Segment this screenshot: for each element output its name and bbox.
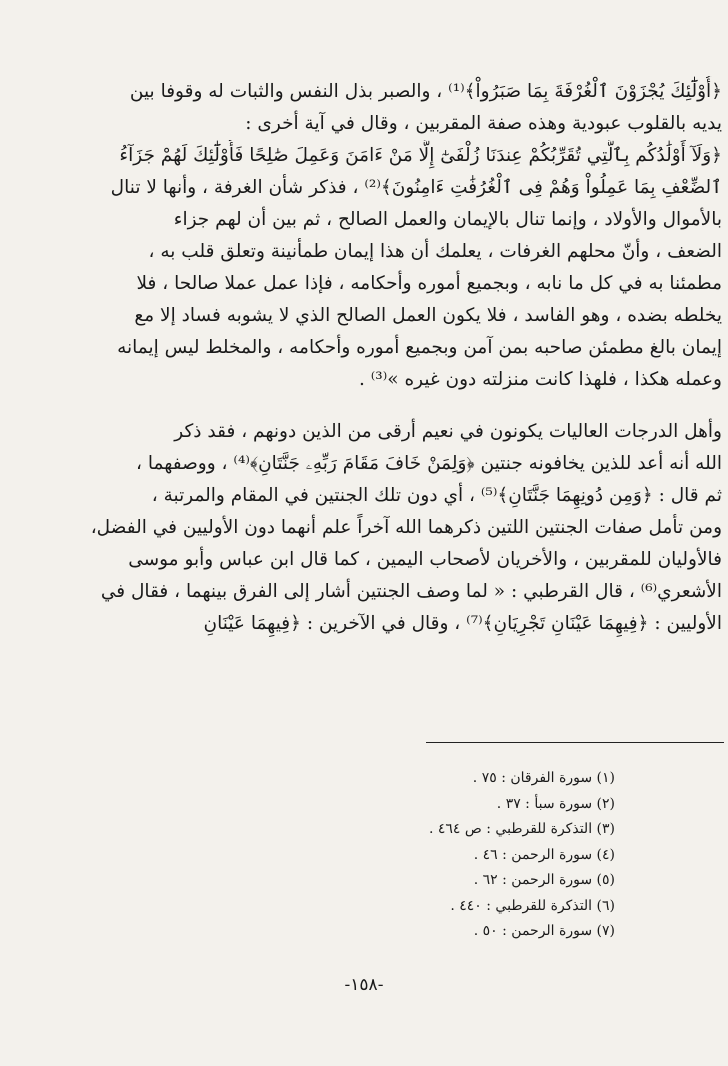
text-line: يديه بالقلوب عبودية وهذه صفة المقربين ، وقال في آية أخرى : (245, 113, 722, 134)
text-line: وعمله هكذا ، فلهذا كانت منزلته دون غيره »⁽³⁾ . (358, 369, 722, 390)
page-number: -١٥٨- (344, 975, 384, 995)
text-line: بالأموال والأولاد ، وإنما تنال بالإيمان والعمل الصالح ، ثم بين أن لهم جزاء (173, 209, 722, 230)
footnote-divider (426, 742, 724, 743)
text-line: الضعف ، وأنّ محلهم الغرفات ، يعلمك أن هذا إيمان طمأنينة وتعلق قلب به ، (148, 241, 722, 262)
text-line: الأشعري⁽⁶⁾ ، قال القرطبي : « لما وصف الجنتين أشار إلى الفرق بينهما ، فقال في (100, 581, 722, 602)
footnote: (١) سورة الفرقان : ٧٥ . (472, 770, 615, 786)
text-line: الله أنه أعد للذين يخافونه جنتين ﴿وَلِمَنْ خَافَ مَقَامَ رَبِّهِۦ جَنَّتَانِ﴾⁽⁴⁾ ، ووصفهما ، (136, 453, 722, 474)
footnote: (٥) سورة الرحمن : ٦٢ . (473, 872, 615, 888)
text-line: ٱلضِّعْفِ بِمَا عَمِلُواْ وَهُمْ فِى ٱلْغُرُفَٰتِ ءَامِنُونَ﴾⁽²⁾ ، فذكر شأن الغرفة ، وأنها لا تنال (110, 177, 722, 198)
text-line: وأهل الدرجات العاليات يكونون في نعيم أرقى من الذين دونهم ، فقد ذكر (174, 421, 722, 442)
text-line: ثم قال : ﴿وَمِن دُونِهِمَا جَنَّتَانِ﴾⁽⁵⁾ ، أي دون تلك الجنتين في المقام والمرتبة ، (151, 485, 722, 506)
paragraph-1 (66, 76, 722, 396)
text-line: مطمئنا به في كل ما نابه ، وبجميع أموره وأحكامه ، فإذا عمل عملا صالحا ، فلا (136, 273, 722, 294)
paragraph-2 (66, 416, 722, 640)
text-line: إيمان بالغ مطمئن صاحبه بمن آمن وبجميع أموره وأحكامه ، والمخلط ليس إيمانه (117, 337, 722, 358)
text-line: ﴿أُوْلَٰٓئِكَ يُجْزَوْنَ ٱلْغُرْفَةَ بِمَا صَبَرُواْ﴾⁽¹⁾ ، والصبر بذل النفس والثبات له وقوفا بين (129, 81, 722, 102)
main-text (66, 76, 722, 640)
text-line: فالأوليان للمقربين ، والأخريان لأصحاب اليمين ، كما قال ابن عباس وأبو موسى (128, 549, 722, 570)
footnote: (٣) التذكرة للقرطبي : ص ٤٦٤ . (428, 821, 615, 837)
footnote: (٤) سورة الرحمن : ٤٦ . (473, 846, 615, 863)
text-line: الأوليين : ﴿فِيهِمَا عَيْنَانِ تَجْرِيَانِ﴾⁽⁷⁾ ، وقال في الآخرين : ﴿فِيهِمَا عَيْنَانِ (203, 613, 722, 634)
footnotes (300, 766, 615, 945)
footnote: (٦) التذكرة للقرطبي : ٤٤٠ . (450, 897, 615, 914)
quran-verse-line: ﴿وَلَآ أَوْلَٰدُكُم بِٱلَّتِي تُقَرِّبُكُمْ عِندَنَا زُلْفَىٰٓ إِلَّا مَنْ ءَامَنَ وَعَمِلَ صَٰلِحًا فَأُوْلَٰٓئِكَ لَهُمْ جَزَآءُ (119, 145, 722, 166)
text-line: يخلطه بضده ، وهو الفاسد ، فلا يكون العمل الصالح الذي لا يشوبه فساد إلا مع (134, 305, 722, 326)
text-line: ومن تأمل صفات الجنتين اللتين ذكرهما الله آخراً علم أنهما دون الأوليين في الفضل، (90, 517, 722, 538)
footnote: (٧) سورة الرحمن : ٥٠ . (473, 923, 615, 939)
footnote: (٢) سورة سبأ : ٣٧ . (496, 795, 615, 812)
